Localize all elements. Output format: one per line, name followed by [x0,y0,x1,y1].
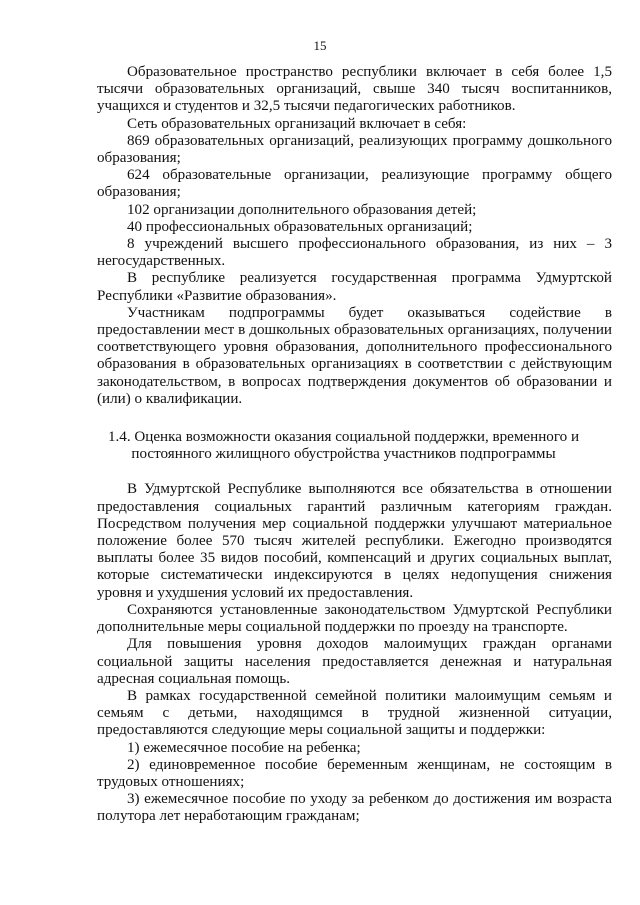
list-item: 8 учреждений высшего профессионального образования, из них – 3 негосударственных. [97,236,612,270]
list-item: 40 профессиональных образовательных организаций; [127,218,473,235]
paragraph: В республике реализуется государственная программа Удмуртской Республики «Развитие образования». [97,270,612,304]
section-heading-line: постоянного жилищного обустройства участников подпрограммы [131,446,556,463]
list-item: 1) ежемесячное пособие на ребенка; [127,739,361,756]
paragraph: Участникам подпрограммы будет оказываться содействие в предоставлении мест в дошкольных образовательных организациях, получении соответствующего уровня образования, дополнительного профессионального образования в образовательных организациях в соответствии с действующим законодательством, в вопросах подтверждения документов об образовании и (или) о квалификации. [97,304,612,407]
section-heading-line: 1.4. Оценка возможности оказания социальной поддержки, временного и [107,429,580,446]
section-heading [97,429,612,463]
document-body [97,64,612,826]
page-number: 15 [313,38,327,53]
list-item: 624 образовательные организации, реализующие программу общего образования; [97,167,612,201]
list-item: 2) единовременное пособие беременным женщинам, не состоящим в трудовых отношениях; [97,756,612,790]
paragraph: Образовательное пространство республики включает в себя более 1,5 тысячи образовательных организаций, свыше 340 тысяч воспитанников, учащихся и студентов и 32,5 тысячи педагогических работников. [97,64,612,115]
list-item: 3) ежемесячное пособие по уходу за ребенком до достижения им возраста полутора лет неработающим гражданам; [97,791,612,825]
paragraph: В рамках государственной семейной политики малоимущим семьям и семьям с детьми, находящимся в трудной жизненной ситуации, предоставляются следующие меры социальной защиты и поддержки: [97,687,612,739]
list-item: 869 образовательных организаций, реализующих программу дошкольного образования; [97,132,612,167]
paragraph: Для повышения уровня доходов малоимущих граждан органами социальной защиты населения предоставляется денежная и натуральная адресная социальная помощь. [97,636,612,687]
paragraph: Сохраняются установленные законодательством Удмуртской Республики дополнительные меры социальной поддержки по проезду на транспорте. [97,601,612,636]
paragraph: Сеть образовательных организаций включает в себя: [127,115,467,132]
list-item: 102 организации дополнительного образования детей; [127,201,477,218]
paragraph: В Удмуртской Республике выполняются все обязательства в отношении предоставления социальных гарантий различным категориям граждан. Посредством получения мер социальной поддержки улучшают материальное положение более 570 тысяч жителей республики. Ежегодно производятся выплаты более 35 видов пособий, компенсаций и других социальных выплат, которые систематически индексируются в целях недопущения снижения уровня и ухудшения условий их предоставления. [97,481,612,601]
